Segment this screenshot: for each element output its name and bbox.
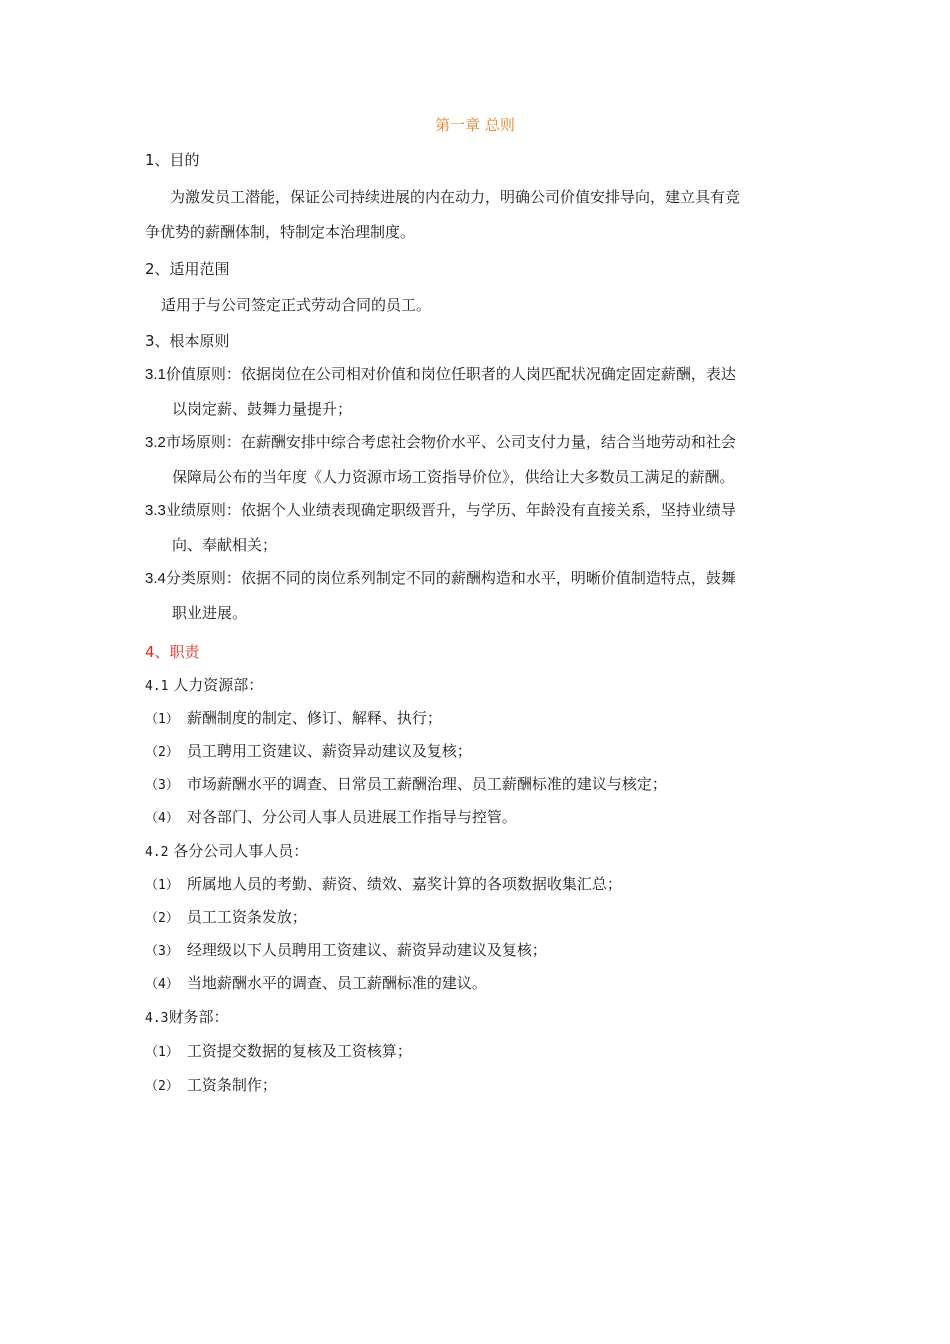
item-marker: （1） xyxy=(145,1045,179,1060)
group-title: 财务部： xyxy=(168,1008,229,1026)
item-text: 对各部门、分公司人事人员进展工作指导与控管。 xyxy=(186,808,517,826)
item-marker: （1） xyxy=(145,712,179,727)
principle-3-2-line-1 xyxy=(145,431,736,454)
group-title: 人力资源部： xyxy=(173,676,264,694)
principle-3-1-line-1 xyxy=(145,363,736,386)
item-text: 员工聘用工资建议、薪资异动建议及复核； xyxy=(186,742,472,760)
duty-group-4-3-heading xyxy=(145,1006,229,1030)
list-item xyxy=(145,773,667,797)
item-marker: （4） xyxy=(145,977,179,992)
list-item xyxy=(145,806,517,830)
section-2-paragraph: 适用于与公司签定正式劳动合同的员工。 xyxy=(161,296,432,314)
principle-text: 业绩原则：依据个人业绩表现确定职级晋升，与学历、年龄没有直接关系，坚持业绩导 xyxy=(165,501,736,519)
principle-3-3-line-2: 向、奉献相关； xyxy=(172,536,278,554)
section-2-heading: 2、适用范围 xyxy=(145,260,230,278)
principle-3-2-line-2: 保障局公布的当年度《人力资源市场工资指导价位》，供给让大多数员工满足的薪酬。 xyxy=(172,468,735,486)
item-marker: （1） xyxy=(145,878,179,893)
group-number: 4.2 xyxy=(145,845,169,860)
principle-number: 3.1 xyxy=(145,366,166,383)
item-text: 经理级以下人员聘用工资建议、薪资异动建议及复核； xyxy=(186,941,547,959)
principle-text: 分类原则：依据不同的岗位系列制定不同的薪酬构造和水平，明晰价值制造特点，鼓舞 xyxy=(165,569,736,587)
duty-group-4-1-heading xyxy=(145,674,263,698)
item-text: 工资条制作； xyxy=(186,1076,277,1094)
list-item xyxy=(145,740,472,764)
list-item xyxy=(145,972,487,996)
item-text: 员工工资条发放； xyxy=(186,908,307,926)
item-marker: （3） xyxy=(145,944,179,959)
item-marker: （3） xyxy=(145,778,179,793)
item-marker: （2） xyxy=(145,745,179,760)
principle-3-4-line-1 xyxy=(145,567,736,590)
list-item xyxy=(145,1074,277,1098)
principle-3-1-line-2: 以岗定薪、鼓舞力量提升； xyxy=(172,400,353,418)
list-item xyxy=(145,906,307,930)
section-1-paragraph-line-2: 争优势的薪酬体制，特制定本治理制度。 xyxy=(145,223,416,241)
list-item xyxy=(145,1040,412,1064)
group-number: 4.1 xyxy=(145,679,169,694)
list-item xyxy=(145,873,622,897)
principle-text: 市场原则：在薪酬安排中综合考虑社会物价水平、公司支付力量，结合当地劳动和社会 xyxy=(165,433,736,451)
item-text: 所属地人员的考勤、薪资、绩效、嘉奖计算的各项数据收集汇总； xyxy=(186,875,622,893)
duty-group-4-2-heading xyxy=(145,840,308,864)
principle-number: 3.2 xyxy=(145,434,166,451)
group-title: 各分公司人事人员： xyxy=(173,842,309,860)
principle-text: 价值原则：依据岗位在公司相对价值和岗位任职者的人岗匹配状况确定固定薪酬，表达 xyxy=(165,365,736,383)
item-text: 当地薪酬水平的调查、员工薪酬标准的建议。 xyxy=(186,974,487,992)
section-1-heading: 1、目的 xyxy=(145,151,200,169)
principle-number: 3.3 xyxy=(145,502,166,519)
item-marker: （4） xyxy=(145,811,179,826)
section-4-heading: 4、职责 xyxy=(145,643,200,661)
principle-3-3-line-1 xyxy=(145,499,736,522)
item-text: 工资提交数据的复核及工资核算； xyxy=(186,1042,412,1060)
group-number: 4.3 xyxy=(145,1011,169,1026)
chapter-title: 第一章 总则 xyxy=(435,116,515,134)
list-item xyxy=(145,707,442,731)
principle-3-4-line-2: 职业进展。 xyxy=(172,604,248,622)
principle-number: 3.4 xyxy=(145,570,166,587)
section-3-heading: 3、根本原则 xyxy=(145,332,230,350)
item-marker: （2） xyxy=(145,1079,179,1094)
item-marker: （2） xyxy=(145,911,179,926)
item-text: 市场薪酬水平的调查、日常员工薪酬治理、员工薪酬标准的建议与核定； xyxy=(186,775,667,793)
list-item xyxy=(145,939,547,963)
item-text: 薪酬制度的制定、修订、解释、执行； xyxy=(186,709,442,727)
section-1-paragraph-line-1: 为激发员工潜能，保证公司持续进展的内在动力，明确公司价值安排导向，建立具有竞 xyxy=(170,188,741,206)
